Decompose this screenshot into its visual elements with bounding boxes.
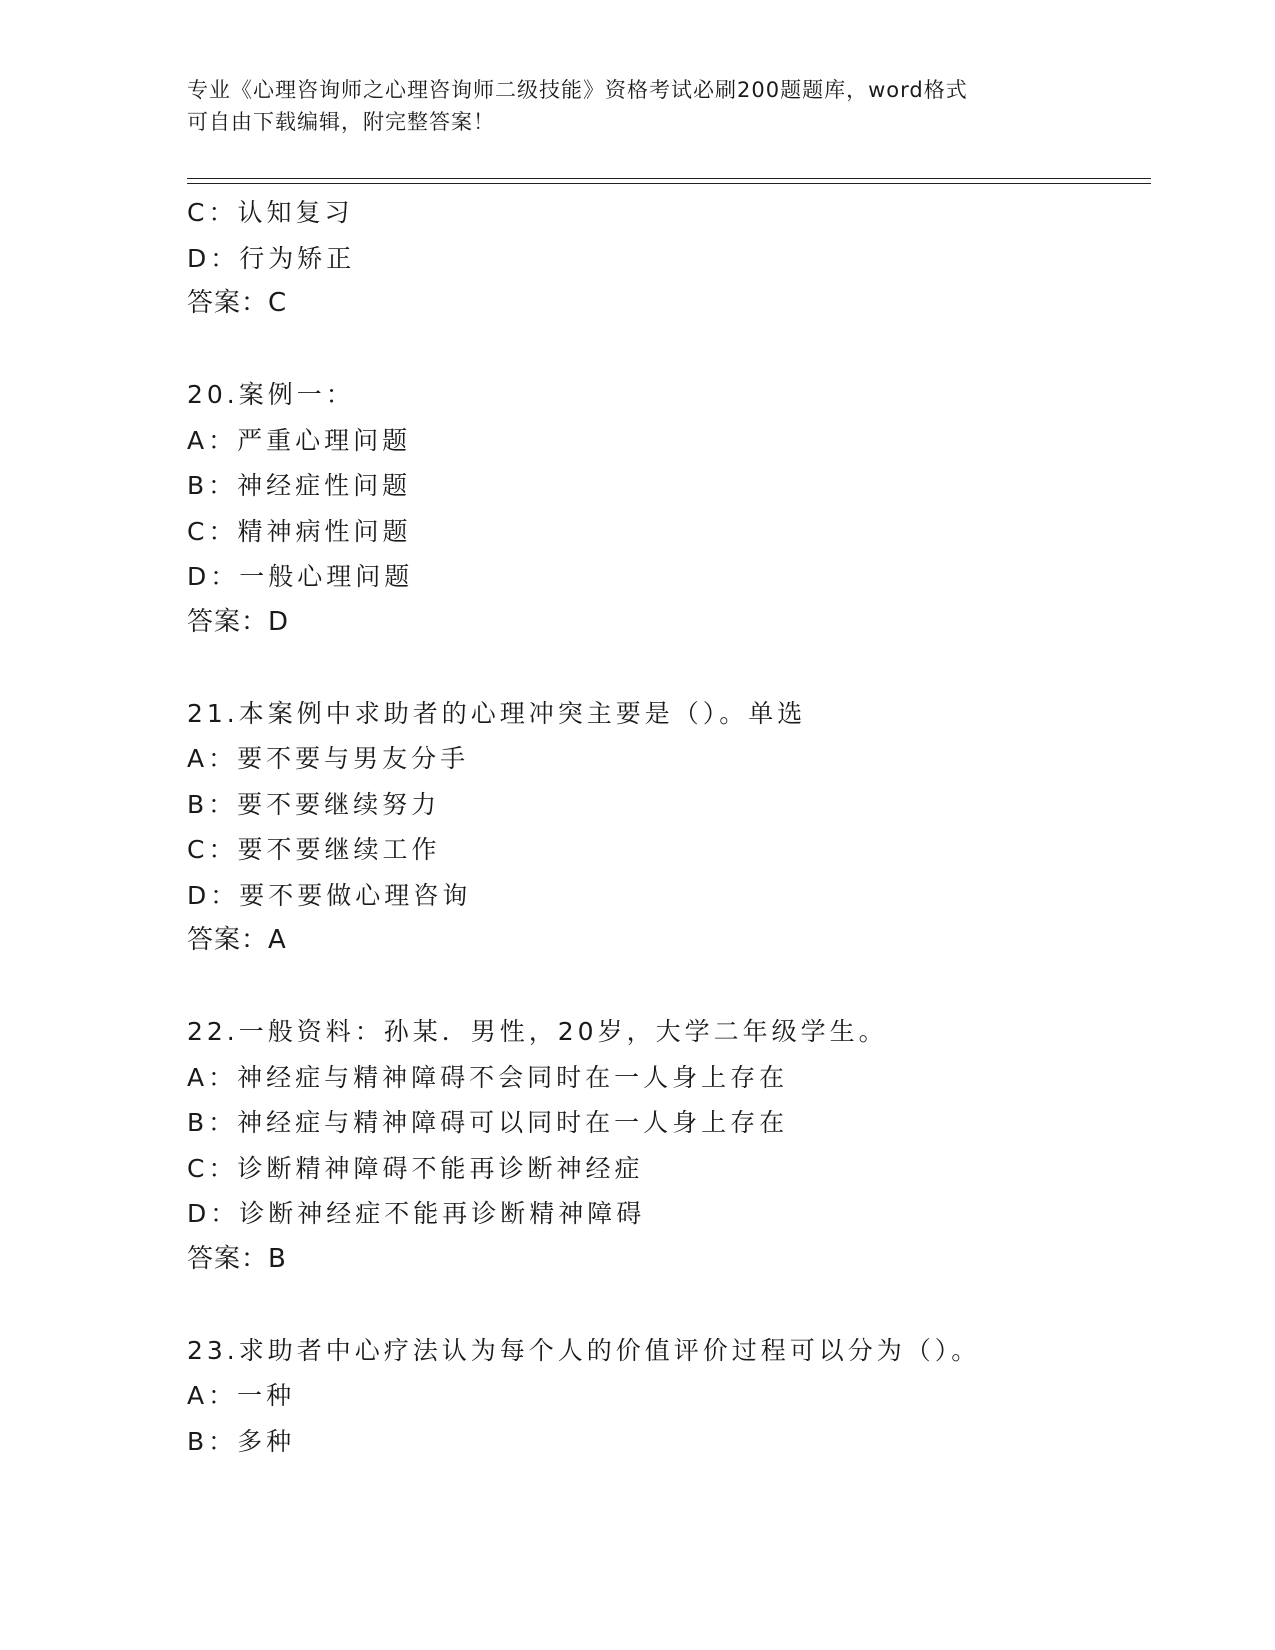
option-b: B：神经症性问题	[187, 471, 412, 500]
header-divider-bottom	[187, 183, 1151, 184]
question-20	[187, 372, 1151, 645]
header-line-2: 可自由下载编辑，附完整答案！	[187, 110, 495, 134]
spacer	[187, 964, 1151, 1010]
option-a: A：一种	[187, 1381, 296, 1410]
header-divider-top	[187, 178, 1151, 179]
question-19	[187, 190, 1151, 327]
question-23	[187, 1328, 1151, 1465]
answer-line: 答案：A	[187, 925, 287, 955]
option-c: C：要不要继续工作	[187, 835, 441, 864]
option-a: A：严重心理问题	[187, 425, 412, 455]
document-header	[187, 74, 1087, 138]
question-21	[187, 691, 1151, 964]
question-list	[187, 190, 1151, 1464]
option-a: A：要不要与男友分手	[187, 744, 470, 773]
spacer	[187, 1282, 1151, 1328]
option-a: A：神经症与精神障碍不会同时在一人身上存在	[187, 1062, 789, 1092]
question-title: 22.一般资料：孙某．男性，20岁，大学二年级学生。	[187, 1017, 888, 1046]
answer-line: 答案：B	[187, 1243, 287, 1274]
option-c: C：认知复习	[187, 198, 354, 227]
answer-line: 答案：D	[187, 606, 290, 637]
question-title: 20.案例一：	[187, 380, 355, 409]
option-b: B：要不要继续努力	[187, 789, 441, 819]
option-d: D：诊断神经症不能再诊断精神障碍	[187, 1199, 646, 1228]
option-d: D：一般心理问题	[187, 562, 414, 591]
question-title: 21.本案例中求助者的心理冲突主要是（）。单选	[187, 698, 807, 728]
question-22	[187, 1009, 1151, 1282]
answer-line: 答案：C	[187, 288, 288, 318]
option-d: D：要不要做心理咨询	[187, 880, 472, 910]
option-b: B：神经症与精神障碍可以同时在一人身上存在	[187, 1108, 789, 1137]
option-d: D：行为矫正	[187, 243, 356, 273]
spacer	[187, 327, 1151, 373]
option-b: B：多种	[187, 1426, 296, 1456]
question-title: 23.求助者中心疗法认为每个人的价值评价过程可以分为（）。	[187, 1335, 981, 1365]
spacer	[187, 645, 1151, 691]
option-c: C：精神病性问题	[187, 516, 412, 546]
header-line-1: 专业《心理咨询师之心理咨询师二级技能》资格考试必刷200题题库，word格式	[187, 78, 968, 102]
option-c: C：诊断精神障碍不能再诊断神经症	[187, 1153, 644, 1183]
